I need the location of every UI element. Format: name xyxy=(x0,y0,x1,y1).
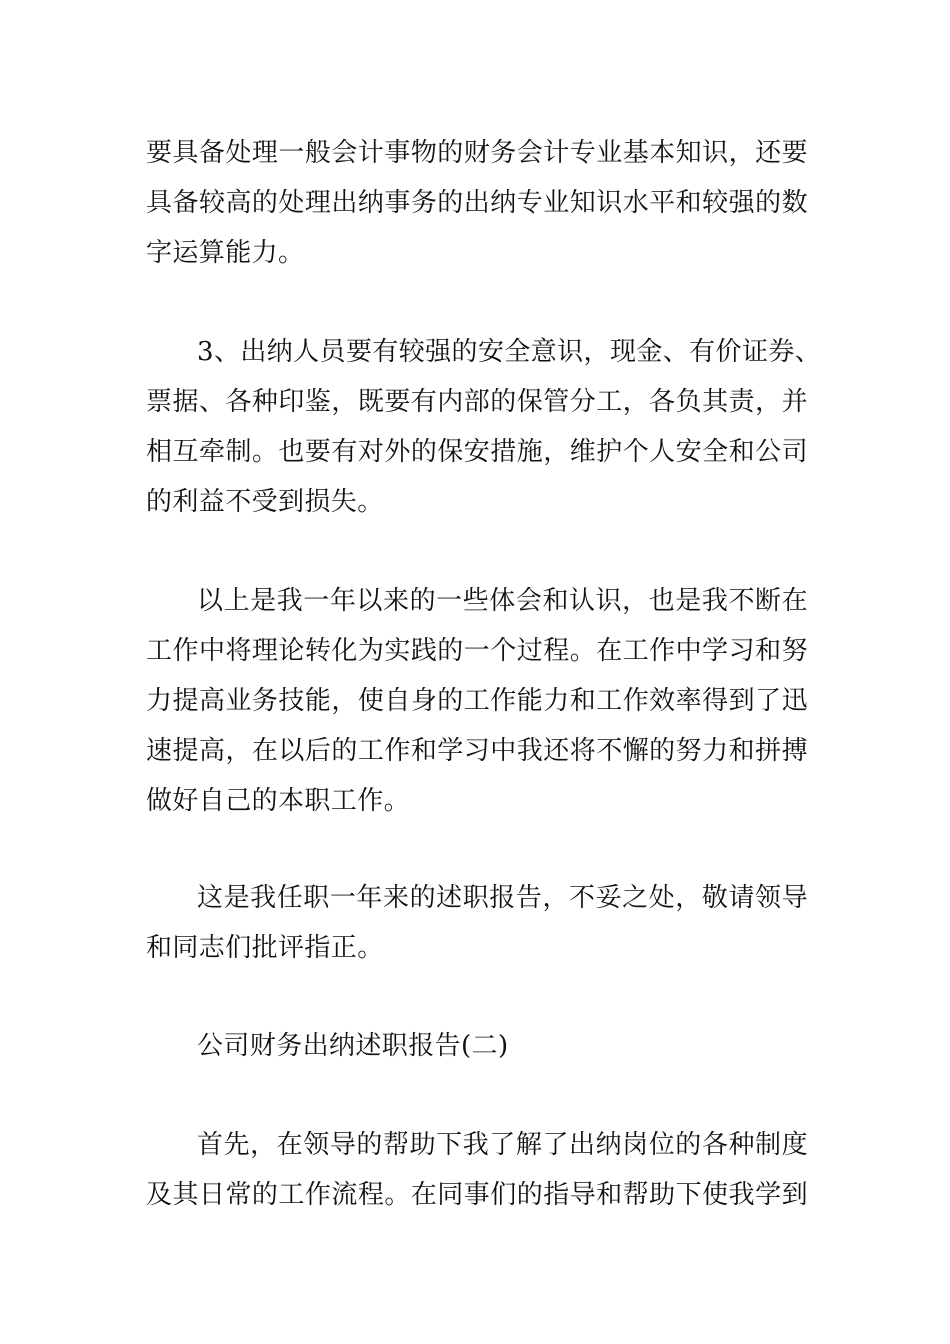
paragraph-line: 票据、各种印鉴，既要有内部的保管分工，各负其责，并 xyxy=(146,387,808,417)
section-heading: 公司财务出纳述职报告(二) xyxy=(197,1031,509,1061)
paragraph-line: 3、出纳人员要有较强的安全意识，现金、有价证券、 xyxy=(197,337,822,367)
paragraph-line: 的利益不受到损失。 xyxy=(146,487,384,517)
paragraph-line: 这是我任职一年来的述职报告，不妥之处，敬请领导 xyxy=(197,883,808,913)
paragraph-line: 速提高，在以后的工作和学习中我还将不懈的努力和拼搏 xyxy=(146,736,808,766)
paragraph-line: 具备较高的处理出纳事务的出纳专业知识水平和较强的数 xyxy=(146,188,808,218)
paragraph-line: 力提高业务技能，使自身的工作能力和工作效率得到了迅 xyxy=(146,686,808,716)
paragraph-line: 要具备处理一般会计事物的财务会计专业基本知识，还要 xyxy=(146,138,808,168)
paragraph-line: 相互牵制。也要有对外的保安措施，维护个人安全和公司 xyxy=(146,437,808,467)
paragraph-line: 以上是我一年以来的一些体会和认识，也是我不断在 xyxy=(197,586,808,616)
paragraph-line: 做好自己的本职工作。 xyxy=(146,786,411,816)
paragraph-line: 和同志们批评指正。 xyxy=(146,933,384,963)
paragraph-line: 工作中将理论转化为实践的一个过程。在工作中学习和努 xyxy=(146,636,808,666)
paragraph-line: 首先，在领导的帮助下我了解了出纳岗位的各种制度 xyxy=(197,1130,808,1160)
paragraph-line: 字运算能力。 xyxy=(146,238,305,268)
paragraph-line: 及其日常的工作流程。在同事们的指导和帮助下使我学到 xyxy=(146,1180,808,1210)
